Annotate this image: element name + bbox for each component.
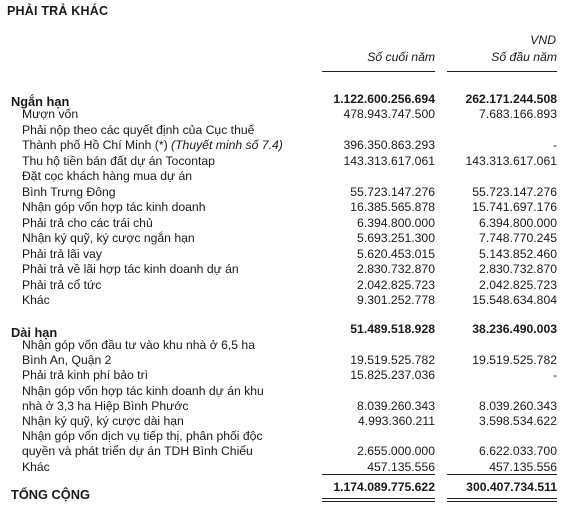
total-double-rule-begin (447, 498, 557, 502)
row-value-begin: - (552, 138, 557, 152)
header-underline-end (322, 71, 435, 72)
row-label (22, 216, 153, 230)
row-label (22, 247, 102, 261)
row-label (22, 200, 206, 214)
section-title: PHẢI TRẢ KHÁC (7, 4, 109, 18)
row-label (22, 231, 195, 245)
row-value-end: 55.723.147.276 (350, 184, 435, 199)
row-value-end: 478.943.747.500 (343, 107, 435, 121)
row-label-text: Thu hộ tiền bán đất dự án Tocontap (22, 153, 215, 168)
row-label-text: Khác (22, 293, 50, 307)
row-value-begin: 6.622.033.700 (479, 444, 557, 459)
row-value-end: 4.993.360.211 (357, 414, 435, 428)
row-label (22, 107, 78, 121)
row-value-begin: 6.394.800.000 (479, 215, 557, 230)
row-label-text: quyền và phát triển dự án TDH Bình Chiểu (22, 444, 253, 459)
row-label (22, 338, 255, 352)
row-label-text: Nhận góp vốn hợp tác kinh doanh (22, 200, 206, 214)
row-label (22, 278, 101, 292)
row-label (22, 293, 50, 307)
row-label-text: Phải trả kinh phí bảo trì (22, 368, 149, 383)
row-label (22, 185, 116, 199)
row-label (22, 262, 239, 276)
row-value-begin: 3.598.534.622 (479, 414, 557, 428)
row-value-begin: 457.135.556 (489, 459, 557, 474)
row-label-text: Phải nộp theo các quyết định của Cục thuế (22, 122, 255, 137)
row-label-text: Đặt cọc khách hàng mua dự án (22, 169, 193, 183)
currency-unit: VND (530, 33, 556, 47)
row-value-end: 2.042.825.723 (357, 277, 435, 292)
row-label (22, 414, 184, 428)
row-value-begin: 7.683.166.893 (479, 107, 557, 121)
row-label-text: nhà ở 3,3 ha Hiệp Bình Phước (22, 398, 189, 413)
total-rule-begin (447, 474, 557, 475)
short-term-total-end: 1.122.600.256.694 (333, 92, 435, 106)
row-value-begin: 2.042.825.723 (479, 277, 557, 292)
row-value-end: 2.830.732.870 (357, 262, 435, 276)
grand-total-end: 1.174.089.775.622 (333, 480, 435, 494)
row-value-begin: 15.548.634.804 (472, 293, 557, 307)
row-value-end: 15.825.237.036 (350, 368, 435, 383)
row-value-end: 19.519.525.782 (350, 353, 435, 368)
row-value-end: 2.655.000.000 (357, 444, 435, 459)
row-value-begin: 2.830.732.870 (479, 262, 557, 276)
row-label-text: Nhận ký quỹ, ký cược dài hạn (22, 414, 184, 428)
row-label (22, 353, 111, 367)
row-value-begin: 8.039.260.343 (479, 398, 557, 413)
row-value-end: 6.394.800.000 (357, 215, 435, 230)
row-label-text: Bình An, Quận 2 (22, 353, 112, 368)
long-term-total-end: 51.489.518.928 (350, 322, 435, 336)
row-value-begin: 15.741.697.176 (472, 200, 557, 214)
row-value-begin: 143.313.617.061 (465, 153, 557, 168)
total-double-rule-end (322, 498, 435, 502)
row-label-text: Phải trả cho các trái chủ (22, 215, 153, 230)
row-value-begin: 19.519.525.782 (472, 353, 557, 368)
row-label (22, 429, 263, 443)
row-value-begin: 5.143.852.460 (479, 246, 557, 261)
row-label-text: Nhận góp vốn dịch vụ tiếp thị, phân phối độc (22, 429, 263, 444)
row-label (22, 169, 192, 183)
row-label (22, 154, 215, 168)
long-term-heading: Dài hạn (11, 325, 58, 340)
row-value-end: 8.039.260.343 (357, 398, 435, 413)
row-value-end: 457.135.556 (367, 459, 435, 474)
row-value-end: 396.350.863.293 (343, 138, 435, 152)
row-label (22, 460, 50, 474)
row-label-text: Nhận ký quỹ, ký cược ngắn hạn (22, 231, 195, 245)
row-label-text: Nhận góp vốn đầu tư vào khu nhà ở 6,5 ha (22, 338, 255, 352)
row-label-text: Nhận góp vốn hợp tác kinh doanh dự án khu (22, 383, 264, 398)
row-value-end: 5.620.453.015 (357, 246, 435, 261)
column-header-end-of-year: Số cuối năm (367, 50, 435, 64)
column-header-beginning-of-year: Số đầu năm (491, 50, 557, 64)
row-label (22, 123, 254, 137)
row-label-text: Thành phố Hồ Chí Minh (*) (22, 138, 172, 152)
row-value-end: 5.693.251.300 (357, 231, 435, 245)
row-label (22, 384, 264, 398)
row-label-text: Mượn vốn (22, 107, 79, 121)
row-label-note: (Thuyết minh số 7.4) (171, 138, 283, 152)
row-value-begin: 7.748.770.245 (479, 231, 557, 245)
row-value-end: 143.313.617.061 (343, 153, 435, 168)
short-term-heading: Ngắn hạn (11, 94, 70, 109)
row-label-text: Phải trả cổ tức (22, 277, 102, 292)
row-value-begin: 55.723.147.276 (472, 184, 557, 199)
row-value-end: 16.385.565.878 (350, 200, 435, 214)
grand-total-begin: 300.407.734.511 (466, 480, 557, 494)
short-term-total-begin: 262.171.244.508 (465, 92, 557, 106)
row-label-text: Phải trả về lãi hợp tác kinh doanh dự án (22, 262, 239, 276)
row-value-end: 9.301.252.778 (357, 293, 435, 307)
row-label-text: Phải trả lãi vay (22, 246, 102, 261)
row-label (22, 138, 283, 152)
row-label-text: Bình Trưng Đông (22, 184, 116, 199)
row-label (22, 368, 148, 382)
long-term-total-begin: 38.236.490.003 (472, 322, 557, 336)
row-label (22, 444, 253, 458)
grand-total-label: TỔNG CỘNG (11, 487, 90, 502)
row-value-begin: - (552, 368, 557, 383)
header-underline-begin (447, 71, 557, 72)
row-label-text: Khác (22, 459, 50, 474)
total-rule-end (322, 474, 435, 475)
row-label (22, 399, 188, 413)
